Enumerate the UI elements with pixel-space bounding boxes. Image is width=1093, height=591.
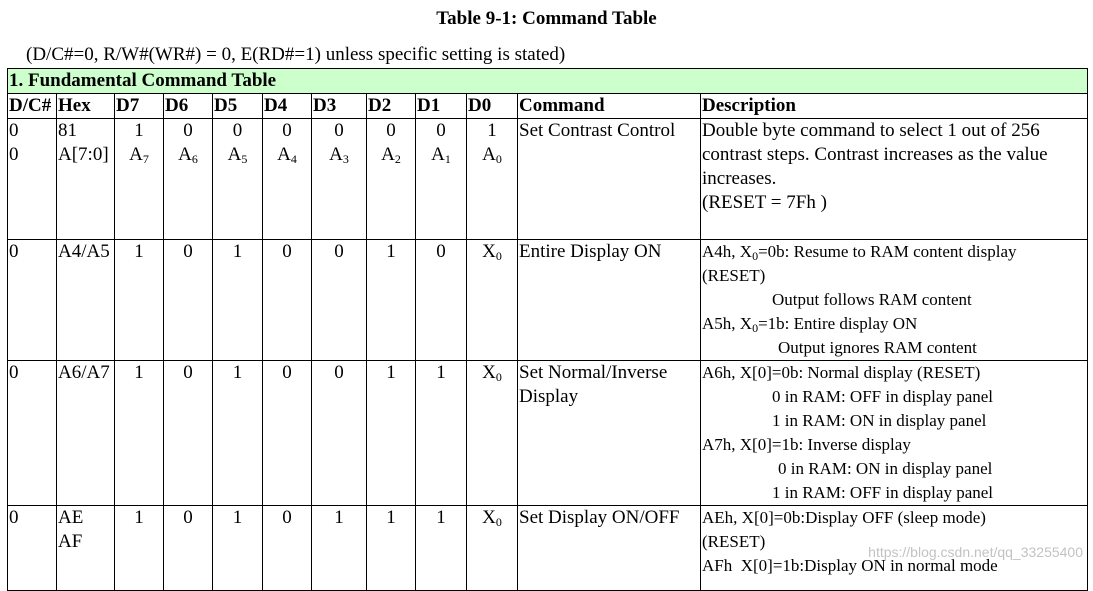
command-name: Set Contrast Control bbox=[518, 119, 701, 240]
hex-cell: AE AF bbox=[57, 506, 115, 591]
col-header-d2: D2 bbox=[367, 94, 416, 119]
watermark: https://blog.csdn.net/qq_33255400 bbox=[868, 544, 1083, 560]
bit-d5: 1 bbox=[213, 240, 263, 361]
col-header-d5: D5 bbox=[213, 94, 263, 119]
bit-d2: 1 bbox=[367, 240, 416, 361]
description-cell: Double byte command to select 1 out of 256 contrast steps. Contrast increases as the value increases. (RESET = 7Fh ) bbox=[701, 119, 1088, 240]
section-header-row bbox=[8, 69, 1088, 94]
col-header-d3: D3 bbox=[312, 94, 367, 119]
table-row bbox=[8, 361, 1088, 506]
bit-d7: 1 bbox=[115, 506, 164, 591]
bit-d4: 0 $A_4$ bbox=[263, 119, 312, 240]
hex-value: 81 bbox=[58, 120, 77, 141]
description-cell: AEh, X[0]=0b:Display OFF (sleep mode) (RESET) AFh X[0]=1b:Display ON in normal mode bbox=[701, 506, 1088, 591]
dc-cell bbox=[8, 119, 57, 240]
hex-value: A[7:0] bbox=[58, 144, 109, 165]
bit-d5: 1 bbox=[213, 361, 263, 506]
bit-d4: 0 bbox=[263, 361, 312, 506]
bit-d6: 0 bbox=[164, 361, 213, 506]
command-name: Set Display ON/OFF bbox=[518, 506, 701, 591]
bit-d7: 1 bbox=[115, 361, 164, 506]
col-header-d0: D0 bbox=[467, 94, 518, 119]
table-row bbox=[8, 119, 1088, 240]
description-cell: A6h, X[0]=0b: Normal display (RESET) 0 in RAM: OFF in display panel 1 in RAM: ON in display panel A7h, X[0]=1b: Inverse display 0 in RAM: ON in display panel 1 in RAM: OFF in display panel bbox=[701, 361, 1088, 506]
col-header-d4: D4 bbox=[263, 94, 312, 119]
bit-d5: 1 bbox=[213, 506, 263, 591]
dc-cell: 0 bbox=[8, 361, 57, 506]
bit-d0: $X_0$ bbox=[467, 361, 518, 506]
bit-d1: 0 $A_1$ bbox=[416, 119, 467, 240]
bit-d7: 1 $A_7$ bbox=[115, 119, 164, 240]
bit-d1: 0 bbox=[416, 240, 467, 361]
bit-d0: 1 $A_0$ bbox=[467, 119, 518, 240]
command-name: Entire Display ON bbox=[518, 240, 701, 361]
command-name: Set Normal/Inverse Display bbox=[518, 361, 701, 506]
bit-d2: 1 bbox=[367, 506, 416, 591]
bit-d0: $X_0$ bbox=[467, 506, 518, 591]
page-title: Table 9-1: Command Table bbox=[436, 8, 657, 29]
bit-d6: 0 bbox=[164, 240, 213, 361]
hex-cell: A4/A5 bbox=[57, 240, 115, 361]
bit-d5: 0 $A_5$ bbox=[213, 119, 263, 240]
bit-d1: 1 bbox=[416, 361, 467, 506]
bit-d1: 1 bbox=[416, 506, 467, 591]
col-header-d7: D7 bbox=[115, 94, 164, 119]
bit-d4: 0 bbox=[263, 240, 312, 361]
bit-d3: 1 bbox=[312, 506, 367, 591]
hex-cell bbox=[57, 119, 115, 240]
bit-d6: 0 bbox=[164, 506, 213, 591]
dc-value: 0 bbox=[9, 144, 19, 165]
bit-d0: $X_0$ bbox=[467, 240, 518, 361]
bit-d7: 1 bbox=[115, 240, 164, 361]
table-row bbox=[8, 240, 1088, 361]
section-title: 1. Fundamental Command Table bbox=[8, 69, 1088, 94]
dc-value: 0 bbox=[9, 120, 19, 141]
col-header-hex: Hex bbox=[57, 94, 115, 119]
command-table bbox=[7, 68, 1088, 591]
bit-d2: 1 bbox=[367, 361, 416, 506]
bit-d2: 0 $A_2$ bbox=[367, 119, 416, 240]
col-header-d6: D6 bbox=[164, 94, 213, 119]
bit-d3: 0 bbox=[312, 240, 367, 361]
description-cell: A4h, $X_0=0b$: Resume to RAM content display (RESET) Output follows RAM content A5h, $X_0=1b$: Entire display ON Output ignores RAM content bbox=[701, 240, 1088, 361]
bit-d3: 0 bbox=[312, 361, 367, 506]
bit-d3: 0 $A_3$ bbox=[312, 119, 367, 240]
dc-cell: 0 bbox=[8, 506, 57, 591]
bit-d6: 0 $A_6$ bbox=[164, 119, 213, 240]
dc-cell: 0 bbox=[8, 240, 57, 361]
col-header-dc: D/C# bbox=[8, 94, 57, 119]
col-header-description: Description bbox=[701, 94, 1088, 119]
hex-cell: A6/A7 bbox=[57, 361, 115, 506]
col-header-command: Command bbox=[518, 94, 701, 119]
bit-d4: 0 bbox=[263, 506, 312, 591]
condition-note: (D/C#=0, R/W#(WR#) = 0, E(RD#=1) unless specific setting is stated) bbox=[26, 44, 566, 65]
column-header-row bbox=[8, 94, 1088, 119]
col-header-d1: D1 bbox=[416, 94, 467, 119]
